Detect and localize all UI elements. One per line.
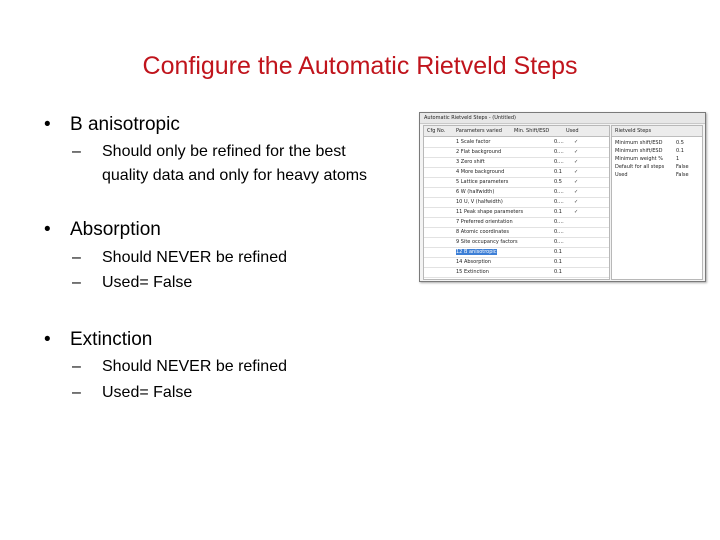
min-shift-cell: 0.5 [554, 179, 562, 185]
property-row[interactable] [612, 163, 702, 171]
used-checkbox[interactable]: ✓ [574, 199, 579, 205]
bullet-text: Absorption [70, 219, 161, 240]
bullet-text: Extinction [70, 329, 153, 350]
sub-bullet [72, 271, 193, 295]
property-label: Minimum shift/ESD [615, 140, 663, 146]
bullet-extinction [44, 329, 153, 351]
dash-glyph: – [72, 358, 81, 375]
property-row[interactable] [612, 147, 702, 155]
used-checkbox[interactable]: ✓ [574, 139, 579, 145]
column-header: Used [566, 128, 579, 134]
min-shift-cell: 0.… [554, 189, 564, 195]
property-label: Minimum weight % [615, 156, 663, 162]
properties-panel [611, 125, 703, 280]
step-name-cell: 11 Peak shape parameters [456, 209, 524, 215]
min-shift-cell: 0.… [554, 229, 564, 235]
min-shift-cell: 0.… [554, 149, 564, 155]
step-name-cell: 7 Preferred orientation [456, 219, 513, 225]
used-checkbox[interactable]: ✓ [574, 149, 579, 155]
bullet-glyph: • [44, 219, 51, 240]
property-value: 0.1 [676, 148, 684, 154]
dash-glyph: – [72, 274, 81, 291]
property-label: Default for all steps [615, 164, 665, 170]
properties-header-label: Rietveld Steps [615, 128, 652, 134]
grid-header [424, 126, 609, 137]
step-name-cell: 3 Zero shift [456, 159, 485, 165]
property-row[interactable] [612, 171, 702, 179]
column-header: Parameters varied [456, 128, 502, 134]
min-shift-cell: 0.1 [554, 249, 562, 255]
sub-bullet-line: Used= False [102, 384, 193, 401]
property-label: Used [615, 172, 628, 178]
dash-glyph: – [72, 143, 81, 160]
step-name-cell: 4 More background [456, 169, 505, 175]
column-header: Cfg No. [427, 128, 446, 134]
property-value: 1 [676, 156, 680, 162]
step-name-cell: 5 Lattice parameters [456, 179, 509, 185]
sub-bullet [72, 246, 287, 270]
min-shift-cell: 0.1 [554, 209, 562, 215]
used-checkbox[interactable]: ✓ [574, 189, 579, 195]
sub-bullet-line: quality data and only for heavy atoms [102, 167, 368, 184]
used-checkbox[interactable]: ✓ [574, 209, 579, 215]
min-shift-cell: 0.… [554, 139, 564, 145]
sub-bullet-line: Used= False [102, 274, 193, 291]
property-row[interactable] [612, 155, 702, 163]
sub-bullet [72, 381, 193, 405]
slide-title: Configure the Automatic Rietveld Steps [142, 52, 578, 80]
min-shift-cell: 0.1 [554, 169, 562, 175]
sub-bullet [72, 355, 287, 379]
step-name-cell: 14 Absorption [456, 259, 492, 265]
bullet-absorption [44, 219, 161, 241]
min-shift-cell: 0.1 [554, 269, 562, 275]
properties-header [612, 126, 702, 137]
property-value: False [676, 164, 689, 170]
step-name-cell: 15 Extinction [456, 269, 489, 275]
property-value: False [676, 172, 689, 178]
property-value: 0.5 [676, 140, 684, 146]
property-row[interactable] [612, 139, 702, 147]
property-label: Minimum shift/ESD [615, 148, 663, 154]
window-titlebar [420, 113, 705, 124]
min-shift-cell: 0.1 [554, 259, 562, 265]
min-shift-cell: 0.… [554, 159, 564, 165]
used-checkbox[interactable]: ✓ [574, 159, 579, 165]
sub-bullet-line: Should only be refined for the best [102, 143, 346, 160]
bullet-b-anisotropic [44, 114, 180, 136]
dash-glyph: – [72, 384, 81, 401]
step-name-cell: 8 Atomic coordinates [456, 229, 509, 235]
step-name-cell: 1 Scale factor [456, 139, 491, 145]
used-checkbox[interactable]: ✓ [574, 179, 579, 185]
min-shift-cell: 0.… [554, 199, 564, 205]
bullet-text: B anisotropic [70, 114, 180, 135]
window-title: Automatic Rietveld Steps - (Untitled) [424, 115, 516, 121]
min-shift-cell: 0.… [554, 219, 564, 225]
table-row[interactable] [424, 267, 609, 278]
sub-bullet-line: Should NEVER be refined [102, 249, 287, 266]
bullet-glyph: • [44, 114, 51, 135]
step-name-cell: 12 B anisotropic [456, 249, 497, 255]
column-header: Min. Shift/ESD [514, 128, 550, 134]
step-name-cell: 2 Flat background [456, 149, 502, 155]
step-name-cell: 9 Site occupancy factors [456, 239, 518, 245]
step-name-cell: 10 U, V (halfwidth) [456, 199, 503, 205]
used-checkbox[interactable]: ✓ [574, 169, 579, 175]
steps-grid [423, 125, 610, 280]
bullet-glyph: • [44, 329, 51, 350]
rietveld-steps-screenshot [419, 112, 706, 282]
sub-bullet [72, 140, 368, 188]
sub-bullet-line: Should NEVER be refined [102, 358, 287, 375]
dash-glyph: – [72, 249, 81, 266]
min-shift-cell: 0.… [554, 239, 564, 245]
step-name-cell: 6 W (halfwidth) [456, 189, 495, 195]
